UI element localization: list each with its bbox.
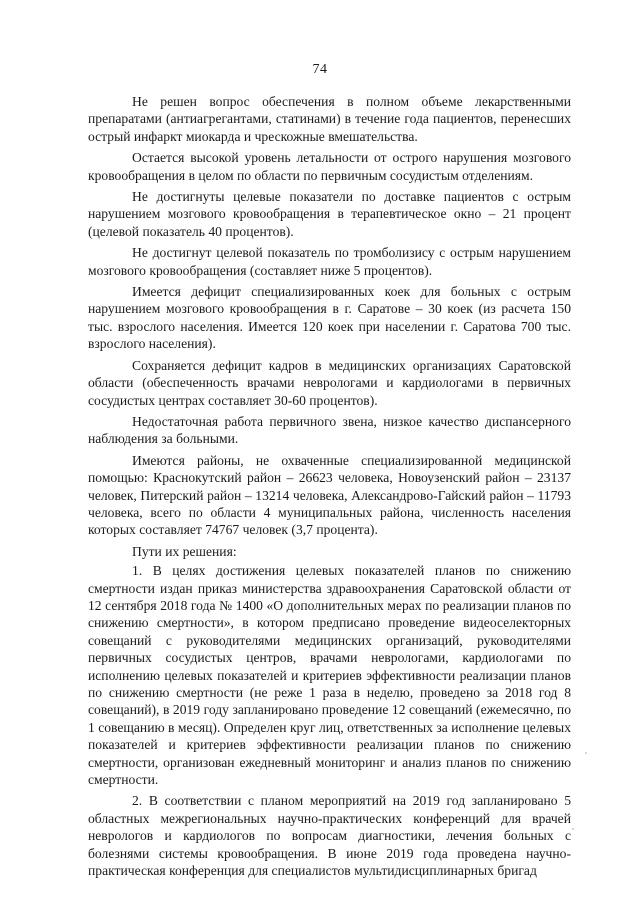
paragraph: Не решен вопрос обеспечения в полном объеме лекарственными препаратами (антиагрегантами, статинами) в течение года пациентов, перенесших острый инфаркт миокарда и чрескожные вмешательства. [88, 94, 571, 144]
paragraph: Не достигнут целевой показатель по тромболизису с острым нарушением мозгового кровообращения (составляет ниже 5 процентов). [88, 245, 571, 278]
section-heading: Пути их решения: [132, 543, 237, 559]
paragraph: Имеются районы, не охваченные специализированной медицинской помощью: Краснокутский район – 26623 человека, Новоузенский район – 23137 человек, Питерский район – 13214 человека, Александрово-Гайский район – 11793 человека, всего по области 4 муниципальных района, численность населения которых составляет 74767 человек (3,7 процента). [88, 452, 571, 538]
page-number: 74 [312, 62, 328, 77]
paragraph: Имеется дефицит специализированных коек для больных с острым нарушением мозгового кровообращения в г. Саратове – 30 коек (из расчета 150 тыс. взрослого населения. Имеется 120 коек при населении г. Саратова 700 тыс. взрослого населения). [88, 284, 571, 352]
paragraph: 2. В соответствии с планом мероприятий на 2019 год запланировано 5 областных межрегиональных научно-практических конференций для врачей неврологов и кардиологов по вопросам диагностики, лечения больных с болезнями системы кровообращения. В июне 2019 года проведена научно-практическая конференция для специалистов мультидисциплинарных бригад [88, 793, 571, 879]
paragraph: Остается высокой уровень летальности от острого нарушения мозгового кровообращения в целом по области по первичным сосудистым отделениям. [88, 150, 571, 183]
paragraph: Не достигнуты целевые показатели по доставке пациентов с острым нарушением мозгового кровообращения в терапевтическое окно – 21 процент (целевой показатель 40 процентов). [88, 189, 571, 239]
paragraph: Недостаточная работа первичного звена, низкое качество диспансерного наблюдения за больными. [88, 413, 571, 447]
scan-speck [572, 828, 574, 830]
paragraph: 1. В целях достижения целевых показателей планов по снижению смертности издан приказ министерства здравоохранения Саратовской области от 12 сентября 2018 года № 1400 «О дополнительных мерах по реализации планов по снижению смертности», в котором предписано проведение видеоселекторных совещаний с руководителями медицинских организаций, руководителями первичных сосудистых центров, врачами неврологами, кардиологами по исполнению целевых показателей и критериев эффективности реализации планов по снижению смертности (не реже 1 раза в неделю, проведено за 2018 год 8 совещаний), в 2019 году запланировано проведение 12 совещаний (ежемесячно, по 1 совещанию в месяц). Определен круг лиц, ответственных за исполнение целевых показателей и критериев эффективности реализации планов по снижению смертности, организован ежедневный мониторинг и анализ планов по снижению смертности. [88, 563, 571, 788]
scan-speck [585, 752, 587, 754]
paragraph: Сохраняется дефицит кадров в медицинских организациях Саратовской области (обеспеченность врачами неврологами и кардиологами в первичных сосудистых центрах составляет 30-60 процентов). [88, 357, 571, 408]
document-body [88, 93, 571, 883]
